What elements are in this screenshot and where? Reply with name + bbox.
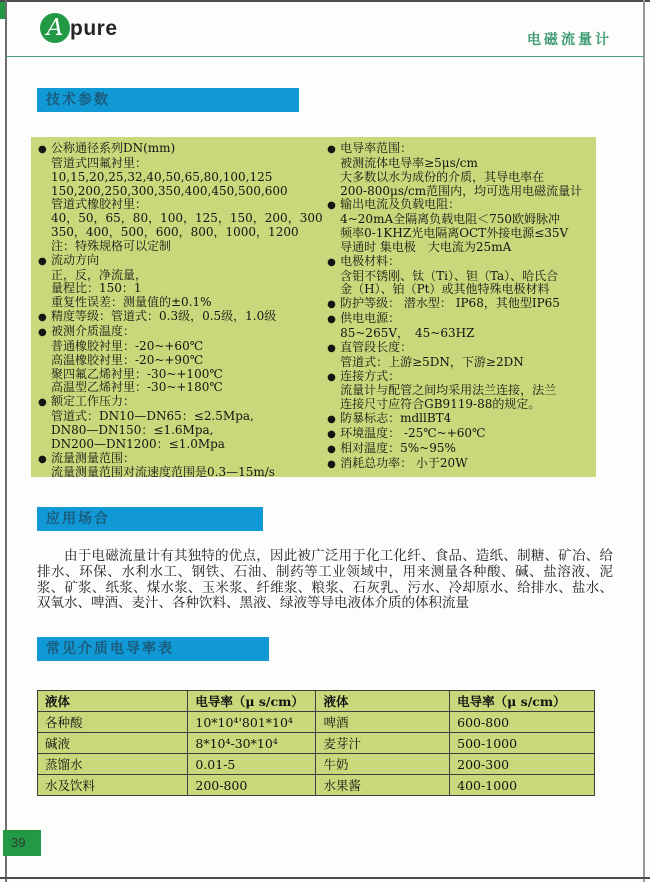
spec-column-right bbox=[327, 142, 594, 477]
table-cell: 400-1000 bbox=[450, 775, 595, 796]
table-header-cell: 电导率（μ s/cm） bbox=[188, 691, 316, 712]
brand-title: 电磁流量计 bbox=[527, 32, 612, 48]
spec-item: ● 公称通径系列DN(mm) bbox=[38, 141, 176, 155]
spec-item: ● 被测介质温度： bbox=[38, 323, 136, 338]
bullet-icon: ● bbox=[327, 371, 336, 383]
page-border-right bbox=[643, 0, 645, 882]
table-row bbox=[38, 712, 595, 733]
logo-a-icon: A bbox=[40, 13, 70, 43]
table-header-cell: 液体 bbox=[316, 691, 450, 712]
table-cell: 500-1000 bbox=[450, 733, 595, 754]
spec-item-continuation: 导通时 集电极 大电流为25mA bbox=[340, 239, 512, 254]
page-border-left bbox=[5, 0, 7, 882]
spec-item-continuation: 流量计与配管之间均采用法兰连接，法兰 bbox=[340, 383, 557, 398]
spec-item: ● 防护等级： 潜水型： IP68，其他型IP65 bbox=[327, 296, 560, 311]
spec-item: ● 防暴标志：mdllBT4 bbox=[327, 411, 452, 426]
bullet-icon: ● bbox=[38, 255, 47, 267]
spec-item-continuation: 被测流体电导率≥5μs/cm bbox=[340, 155, 478, 170]
spec-item-continuation: 40，50，65，80，100，125，150，200，300 bbox=[51, 211, 323, 226]
table-cell: 水果酱 bbox=[316, 775, 450, 796]
bullet-icon: ● bbox=[327, 443, 336, 455]
table-cell: 啤酒 bbox=[316, 712, 450, 733]
spec-item-continuation: 200-800μs/cm范围内，均可选用电磁流量计 bbox=[340, 183, 583, 198]
spec-item-continuation: 正，反，净流量， bbox=[51, 267, 148, 282]
spec-item-continuation: 150,200,250,300,350,400,450,500,600 bbox=[51, 183, 288, 198]
logo-text: pure bbox=[70, 17, 118, 40]
table-row bbox=[38, 775, 595, 796]
bullet-icon: ● bbox=[327, 342, 336, 354]
bullet-icon: ● bbox=[38, 312, 47, 324]
table-cell: 8*10⁴-30*10⁴ bbox=[188, 733, 316, 754]
spec-item: ● 环境温度： -25℃~+60℃ bbox=[327, 425, 486, 440]
spec-item: ● 流量测量范围： bbox=[38, 450, 136, 465]
spec-item: ● 供电电源： bbox=[327, 311, 401, 326]
bullet-icon: ● bbox=[38, 326, 47, 338]
bullet-icon: ● bbox=[38, 397, 47, 409]
table-cell: 10*10⁴'801*10⁴ bbox=[188, 712, 316, 733]
table-cell: 麦芽汁 bbox=[316, 733, 450, 754]
spec-item-continuation: 频率0-1KHZ光电隔离OCT外接电源≤35V bbox=[340, 226, 569, 241]
table-header-row bbox=[38, 691, 595, 712]
spec-item-continuation: 管道式四氟衬里： bbox=[51, 155, 148, 170]
spec-item: ● 消耗总功率： 小于20W bbox=[327, 455, 468, 470]
spec-item: ● 输出电流及负载电阻： bbox=[327, 197, 461, 212]
bullet-icon: ● bbox=[38, 144, 47, 155]
table-cell: 蒸馏水 bbox=[38, 754, 188, 775]
spec-column-left bbox=[38, 141, 327, 480]
bullet-icon: ● bbox=[327, 299, 336, 311]
spec-item-continuation: 大多数以水为成份的介质，其导电率在 bbox=[340, 169, 545, 184]
spec-item: ● 直管段长度： bbox=[327, 339, 413, 354]
section-bar-conductivity: 常见介质电导率表 bbox=[37, 637, 269, 661]
bullet-icon: ● bbox=[38, 453, 47, 465]
bullet-icon: ● bbox=[327, 428, 336, 440]
green-corner-strip bbox=[0, 2, 5, 19]
table-header-cell: 液体 bbox=[38, 691, 188, 712]
conductivity-table bbox=[37, 690, 595, 796]
spec-item-continuation: 高温橡胶衬里：-20~+90℃ bbox=[51, 352, 204, 367]
spec-item: ● 连接方式： bbox=[327, 368, 401, 383]
table-cell: 各种酸 bbox=[38, 712, 188, 733]
spec-item: ● 电极材料： bbox=[327, 253, 401, 268]
header-rule bbox=[6, 56, 644, 57]
spec-item: ● 相对温度：5%~95% bbox=[327, 440, 456, 455]
table-cell: 牛奶 bbox=[316, 754, 450, 775]
bullet-icon: ● bbox=[327, 314, 336, 326]
spec-item-continuation: DN200—DN1200：≤1.0Mpa bbox=[51, 436, 225, 451]
spec-item-continuation: DN80—DN150：≤1.6Mpa, bbox=[51, 422, 214, 437]
table-row bbox=[38, 754, 595, 775]
bullet-icon: ● bbox=[327, 144, 336, 155]
spec-item-continuation: 聚四氟乙烯衬里：-30~+100℃ bbox=[51, 366, 223, 381]
application-paragraph: 由于电磁流量计有其独特的优点，因此被广泛用于化工化纤、食品、造纸、制糖、矿冶、给排水、环保、水利水工、钢铁、石油、制药等工业领域中，用来测量各种酸、碱、盐溶液、泥浆、矿浆、纸浆、煤水浆、玉米浆、纤维浆、粮浆、石灰乳、污水、冷却原水、给排水、盐水、双氧水、啤酒、麦汁、各种饮料、黑液、绿液等导电液体介质的体积流量 bbox=[37, 548, 613, 612]
conductivity-table-body bbox=[38, 712, 595, 796]
tech-specs-panel bbox=[31, 137, 596, 480]
section-bar-applications: 应用场合 bbox=[37, 507, 263, 531]
spec-item-continuation: 重复性误差：测量值的±0.1% bbox=[51, 295, 212, 310]
spec-item-continuation: 高温型乙烯衬里：-30~+180℃ bbox=[51, 380, 223, 395]
table-cell: 碱液 bbox=[38, 733, 188, 754]
spec-item-continuation: 量程比：150：1 bbox=[51, 281, 142, 296]
page-border-bottom bbox=[0, 877, 650, 879]
spec-item-continuation: 连接尺寸应符合GB9119-88的规定。 bbox=[340, 397, 541, 412]
bullet-icon: ● bbox=[327, 200, 336, 212]
spec-item-continuation: 4~20mA全隔离负载电阻＜750欧姆脉冲 bbox=[340, 212, 561, 227]
table-cell: 200-300 bbox=[450, 754, 595, 775]
spec-item-continuation: 350，400，500，600，800，1000，1200 bbox=[51, 225, 299, 240]
page-border-top bbox=[0, 0, 650, 2]
spec-item: ● 精度等级：管道式：0.3级，0.5级，1.0级 bbox=[38, 309, 277, 324]
spec-item: ● 流动方向 bbox=[38, 252, 100, 267]
table-cell: 600-800 bbox=[450, 712, 595, 733]
spec-item-continuation: 普通橡胶衬里：-20~+60℃ bbox=[51, 338, 204, 353]
spec-item-continuation: 金（H）、铂（Pt）或其他特殊电极材料 bbox=[340, 282, 550, 297]
bullet-icon: ● bbox=[327, 414, 336, 426]
conductivity-table-head bbox=[38, 691, 595, 712]
section-bar-tech-params: 技术参数 bbox=[37, 88, 299, 112]
spec-item-continuation: 注：特殊规格可以定制 bbox=[51, 238, 172, 253]
spec-item-continuation: 管道式：上游≥5DN，下游≥2DN bbox=[340, 354, 524, 369]
spec-item: ● 额定工作压力： bbox=[38, 394, 136, 409]
bullet-icon: ● bbox=[327, 458, 336, 470]
spec-item-continuation: 流量测量范围对流速度范围是0.3—15m/s bbox=[51, 465, 275, 480]
table-cell: 水及饮料 bbox=[38, 775, 188, 796]
spec-item-continuation: 管道式：DN10—DN65：≤2.5Mpa, bbox=[51, 409, 254, 424]
page-number-badge: 39 bbox=[3, 830, 41, 856]
table-row bbox=[38, 733, 595, 754]
spec-item-continuation: 管道式橡胶衬里： bbox=[51, 197, 148, 212]
spec-item-continuation: 85~265V， 45~63HZ bbox=[340, 325, 475, 340]
bullet-icon: ● bbox=[327, 256, 336, 268]
spec-item-continuation: 含钼不锈刚、钛（Ti）、钽（Ta）、哈氏合 bbox=[340, 268, 559, 283]
spec-item: ● 电导率范围： bbox=[327, 141, 413, 155]
table-cell: 200-800 bbox=[188, 775, 316, 796]
table-header-cell: 电导率（μ s/cm） bbox=[450, 691, 595, 712]
table-cell: 0.01-5 bbox=[188, 754, 316, 775]
spec-item-continuation: 10,15,20,25,32,40,50,65,80,100,125 bbox=[51, 169, 273, 184]
